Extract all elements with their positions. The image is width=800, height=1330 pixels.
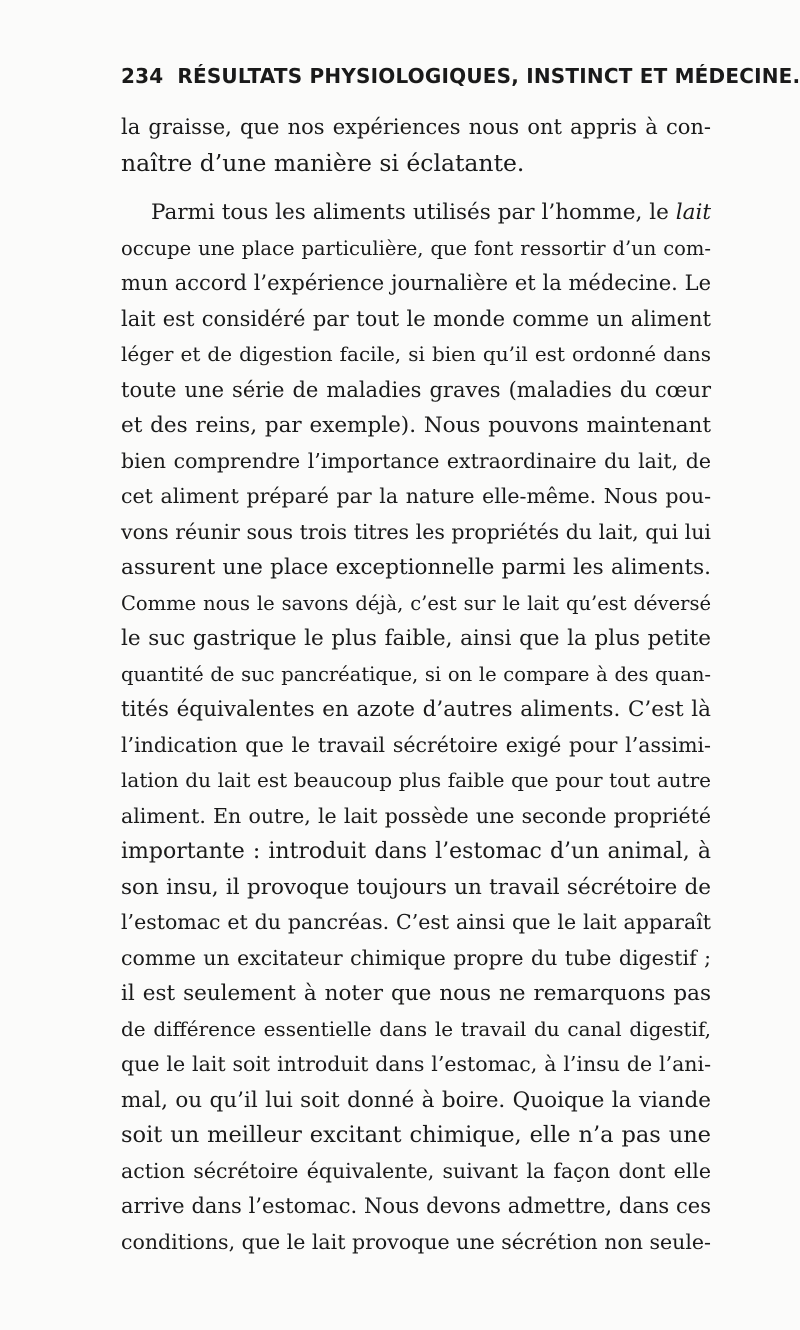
text-line: lait est considéré par tout le monde comme un aliment [121,306,711,331]
text-line: la graisse, que nos expériences nous ont appris à con- [121,115,711,139]
text-segment: Parmi tous les aliments utilisés par l’homme, le [151,200,669,225]
text-line: toute une série de maladies graves (maladies du cœur [121,377,711,402]
text-line: assurent une place exceptionnelle parmi les aliments. [121,555,711,580]
text-line: Comme nous le savons déjà, c’est sur le lait qu’est déversé [121,591,711,615]
text-line: l’indication que le travail sécrétoire exigé pour l’assimi- [121,732,711,757]
text-line: vons réunir sous trois titres les propriétés du lait, qui lui [121,519,711,544]
italic-term: lait [675,200,711,225]
text-line: le suc gastrique le plus faible, ainsi que la plus petite [121,626,711,651]
text-line: l’estomac et du pancréas. C’est ainsi que le lait apparaît [121,910,711,934]
text-line: aliment. En outre, le lait possède une seconde propriété [121,803,711,828]
body-text [121,110,711,1260]
text-line: léger et de digestion facile, si bien qu’il est ordonné dans [121,342,711,366]
text-line: quantité de suc pancréatique, si on le compare à des quan- [121,662,711,686]
text-line: occupe une place particulière, que font ressortir d’un com- [121,236,711,260]
paragraph-gap [121,181,711,195]
text-line: mun accord l’expérience journalière et la médecine. Le [121,271,711,295]
text-line: importante : introduit dans l’estomac d’un animal, à [121,839,711,864]
text-line: bien comprendre l’importance extraordinaire du lait, de [121,448,711,473]
text-line: son insu, il provoque toujours un travail sécrétoire de [121,874,711,900]
text-line: action sécrétoire équivalente, suivant la façon dont elle [121,1158,711,1183]
text-line: de différence essentielle dans le travail du canal digestif, [121,1016,711,1041]
text-line: arrive dans l’estomac. Nous devons admettre, dans ces [121,1194,711,1218]
text-line: naître d’une manière si éclatante. [121,148,525,177]
page-number: 234 [121,64,164,88]
text-line: lation du lait est beaucoup plus faible que pour tout autre [121,768,711,792]
running-title: RÉSULTATS PHYSIOLOGIQUES, INSTINCT ET MÉDECINE. [177,64,800,88]
text-line: cet aliment préparé par la nature elle-même. Nous pou- [121,484,711,508]
text-line: et des reins, par exemple). Nous pouvons maintenant [121,413,711,438]
running-header [121,64,800,88]
text-line: conditions, que le lait provoque une sécrétion non seule- [121,1229,711,1254]
text-line: il est seulement à noter que nous ne remarquons pas [121,981,711,1006]
text-line: soit un meilleur excitant chimique, elle n’a pas une [121,1122,711,1148]
text-line: tités équivalentes en azote d’autres aliments. C’est là [121,697,711,722]
text-line: mal, ou qu’il lui soit donné à boire. Quoique la viande [121,1087,711,1113]
text-line: comme un excitateur chimique propre du tube digestif ; [121,945,711,970]
text-line [121,195,711,231]
text-line: que le lait soit introduit dans l’estomac, à l’insu de l’ani- [121,1052,711,1076]
